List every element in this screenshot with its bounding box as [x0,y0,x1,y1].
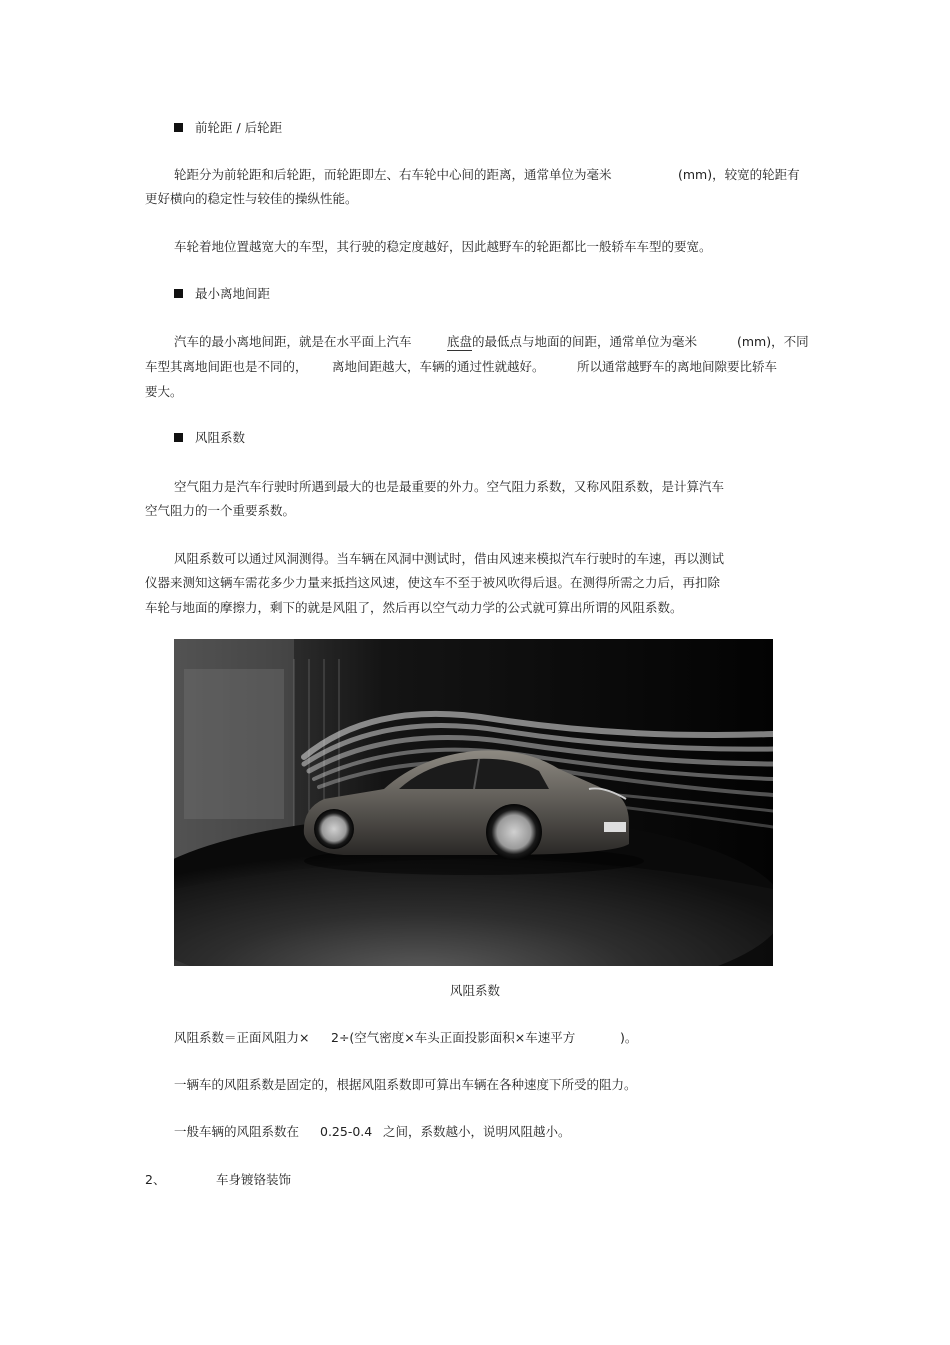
paragraph-line [145,503,295,519]
wind-tunnel-car-photo [174,639,773,966]
text-span: 仪器来测知这辆车需花多少力量来抵挡这风速，使这车不至于被风吹得后退。在测得所需之力后，再扣除 [145,575,721,590]
figure-caption: 风阻系数 [449,983,500,998]
paragraph-line [174,1077,637,1093]
text-span: 空气阻力是汽车行驶时所遇到最大的也是最重要的外力。空气阻力系数，又称风阻系数，是计算汽车 [174,479,725,494]
paragraph-line [678,167,800,183]
paragraph-line [620,1030,637,1046]
paragraph-line [174,1030,309,1046]
text-span: (mm)，不同 [737,334,809,349]
text-span: 汽车的最小离地间距，就是在水平面上汽车 [174,334,412,349]
text-span: 2÷(空气密度×车头正面投影面积×车速平方 [331,1030,576,1045]
text-span: 一辆车的风阻系数是固定的，根据风阻系数即可算出车辆在各种速度下所受的阻力。 [174,1077,637,1092]
text-span: 所以通常越野车的离地间隙要比轿车 [577,359,778,374]
text-span: 风阻系数可以通过风洞测得。当车辆在风洞中测试时，借由风速来模拟汽车行驶时的车速，再以测试 [174,551,725,566]
text-span: 车轮着地位置越宽大的车型，其行驶的稳定度越好，因此越野车的轮距都比一般轿车车型的要宽。 [174,239,712,254]
paragraph-line [737,334,809,350]
text-span: 风阻系数＝正面风阻力× [174,1030,310,1045]
text-span: 车型其离地间距也是不同的， [145,359,308,374]
paragraph-line [174,551,724,567]
text-span: (mm)，较宽的轮距有 [678,167,800,182]
section-heading-clearance [174,286,270,302]
paragraph-line [145,191,358,207]
text-span: 更好横向的稳定性与较佳的操纵性能。 [145,191,358,206]
underlined-term: 底盘 [447,334,473,349]
license-plate [604,822,626,832]
text-span: 车轮与地面的摩擦力，剩下的就是风阻了，然后再以空气动力学的公式就可算出所谓的风阻系数。 [145,600,683,615]
paragraph-line [577,359,777,375]
paragraph-line [174,239,712,255]
heading-text: 前轮距 / 后轮距 [195,120,283,135]
paragraph-line [145,600,683,616]
text-span: 之间，系数越小，说明风阻越小。 [383,1124,571,1139]
square-bullet-icon [174,123,183,132]
list-item-number: 2、 [145,1172,166,1187]
heading-text: 最小离地间距 [195,286,271,301]
paragraph-line [320,1124,372,1140]
text-span: 离地间距越大，车辆的通过性就越好。 [332,359,545,374]
text-span: 要大。 [145,384,183,399]
square-bullet-icon [174,433,183,442]
square-bullet-icon [174,289,183,298]
text-span: 轮距分为前轮距和后轮距，而轮距即左、右车轮中心间的距离，通常单位为毫米 [174,167,612,182]
text-span: 空气阻力的一个重要系数。 [145,503,296,518]
text-span: 0.25-0.4 [320,1124,373,1139]
text-span: 的最低点与地面的间距，通常单位为毫米 [472,334,698,349]
list-item-title: 车身镀铬装饰 [216,1172,292,1187]
text-span: 一般车辆的风阻系数在 [174,1124,300,1139]
paragraph-line [145,575,720,591]
text-span: )。 [620,1030,638,1045]
paragraph-line [145,359,308,375]
heading-text: 风阻系数 [195,430,246,445]
section-heading-drag [174,430,245,446]
paragraph-line [332,359,545,375]
paragraph-line [174,167,612,183]
paragraph-line [331,1030,575,1046]
paragraph-line [145,384,183,400]
paragraph-line [174,1124,299,1140]
paragraph-line [447,334,697,350]
section-heading-track [174,120,282,136]
paragraph-line [383,1124,571,1140]
paragraph-line [174,479,724,495]
paragraph-line [174,334,412,350]
